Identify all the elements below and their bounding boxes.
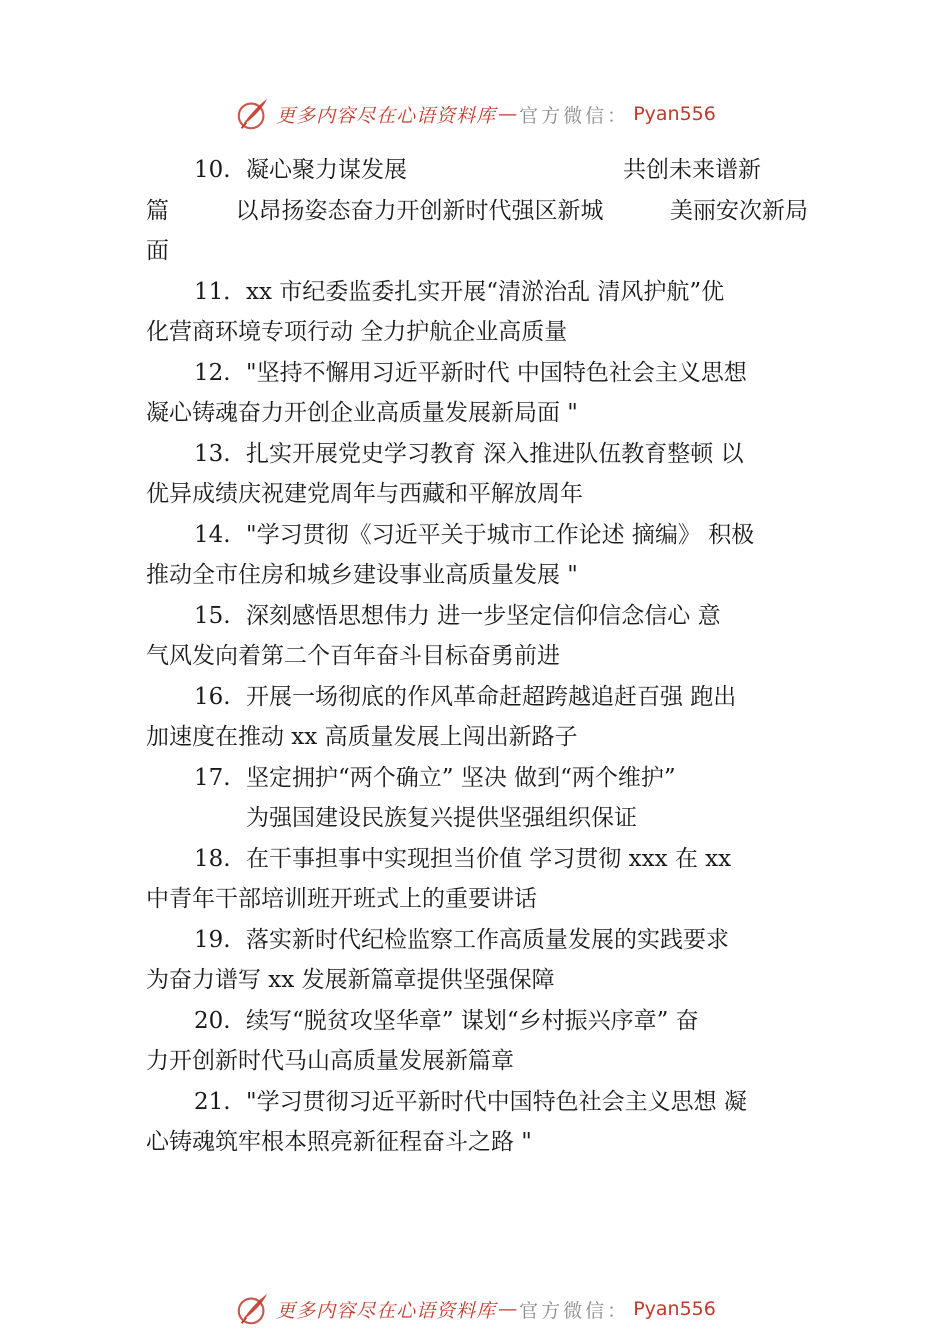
item-text: 凝心铸魂奋力开创企业高质量发展新局面 " [146, 400, 578, 426]
list-item-17 [146, 758, 808, 839]
list-item-line [146, 231, 808, 272]
list-item-16 [146, 677, 808, 758]
list-item-19 [146, 920, 808, 1001]
item-text: 扎实开展党史学习教育 深入推进队伍教育整顿 以 [246, 440, 744, 467]
list-item-line [146, 150, 808, 191]
header-wechat-label: 官方微信： [519, 104, 630, 127]
item-text: 开展一场彻底的作风革命赶超跨越追赶百强 跑出 [246, 683, 737, 710]
item-text: 共创未来谱新 [623, 157, 761, 183]
item-text: 落实新时代纪检监察工作高质量发展的实践要求 [246, 926, 729, 953]
header-brand: 更多内容尽在心语资料库 [276, 104, 497, 127]
list-item-14 [146, 515, 808, 596]
footer-separator: — [498, 1298, 518, 1320]
footer-wechat-id: Pyan556 [633, 1298, 716, 1320]
item-text: 篇 [146, 197, 169, 224]
list-item-18 [146, 839, 808, 920]
list-item-13 [146, 434, 808, 515]
quill-logo-icon [234, 95, 272, 133]
item-text: 优异成绩庆祝建党周年与西藏和平解放周年 [146, 481, 583, 507]
item-text: 面 [146, 238, 169, 264]
item-text: 加速度在推动 xx 高质量发展上闯出新路子 [146, 724, 578, 750]
list-item-11 [146, 272, 808, 353]
item-number: 14. [194, 521, 231, 548]
item-text: 中青年干部培训班开班式上的重要讲话 [146, 886, 537, 912]
item-number: 20. [194, 1007, 231, 1034]
item-number: 18. [194, 845, 231, 872]
item-text: 以昂扬姿态奋力开创新时代强区新城 [235, 197, 604, 224]
item-text: 在干事担事中实现担当价值 学习贯彻 xxx 在 xx [246, 845, 732, 872]
list-item-20 [146, 1001, 808, 1082]
list-item-12 [146, 353, 808, 434]
item-number: 16. [194, 683, 231, 710]
item-text: "坚持不懈用习近平新时代 中国特色社会主义思想 [246, 359, 747, 386]
header-wechat-id: Pyan556 [633, 103, 716, 125]
item-text: 坚定拥护“两个确立” 坚决 做到“两个维护” [246, 764, 676, 791]
item-text: "学习贯彻《习近平关于城市工作论述 摘编》 积极 [246, 521, 755, 548]
item-text: 美丽安次新局 [670, 197, 808, 224]
item-text: 为奋力谱写 xx 发展新篇章提供坚强保障 [146, 967, 555, 993]
item-number: 10. [194, 157, 231, 183]
item-text: 凝心聚力谋发展 [246, 157, 407, 183]
item-text: 力开创新时代马山高质量发展新篇章 [146, 1048, 514, 1074]
item-text: 化营商环境专项行动 全力护航企业高质量 [146, 319, 568, 345]
list-item-21 [146, 1082, 808, 1163]
footer-banner [0, 1289, 950, 1329]
header-banner [0, 94, 950, 134]
item-text: 深刻感悟思想伟力 进一步坚定信仰信念信心 意 [246, 602, 721, 629]
footer-brand: 更多内容尽在心语资料库 [276, 1299, 497, 1322]
quill-logo-icon [234, 1290, 272, 1328]
list-item-line [146, 191, 808, 232]
header-separator: — [498, 103, 518, 125]
item-text: 续写“脱贫攻坚华章” 谋划“乡村振兴序章” 奋 [246, 1007, 699, 1034]
item-number: 12. [194, 359, 231, 386]
footer-wechat-label: 官方微信： [519, 1299, 630, 1322]
item-text: 心铸魂筑牢根本照亮新征程奋斗之路 " [146, 1129, 532, 1155]
list-item-15 [146, 596, 808, 677]
item-number: 17. [194, 764, 231, 791]
item-number: 21. [194, 1088, 231, 1115]
item-number: 19. [194, 926, 231, 953]
item-number: 15. [194, 602, 231, 629]
list-item-10 [146, 150, 808, 272]
item-number: 13. [194, 440, 231, 467]
item-text: xx 市纪委监委扎实开展“清淤治乱 清风护航”优 [246, 278, 725, 305]
title-list [146, 150, 808, 1163]
item-text: "学习贯彻习近平新时代中国特色社会主义思想 凝 [246, 1088, 747, 1115]
item-text: 为强国建设民族复兴提供坚强组织保证 [246, 805, 637, 831]
item-text: 推动全市住房和城乡建设事业高质量发展 " [146, 562, 578, 588]
item-number: 11． [194, 278, 247, 305]
item-text: 气风发向着第二个百年奋斗目标奋勇前进 [146, 643, 560, 669]
